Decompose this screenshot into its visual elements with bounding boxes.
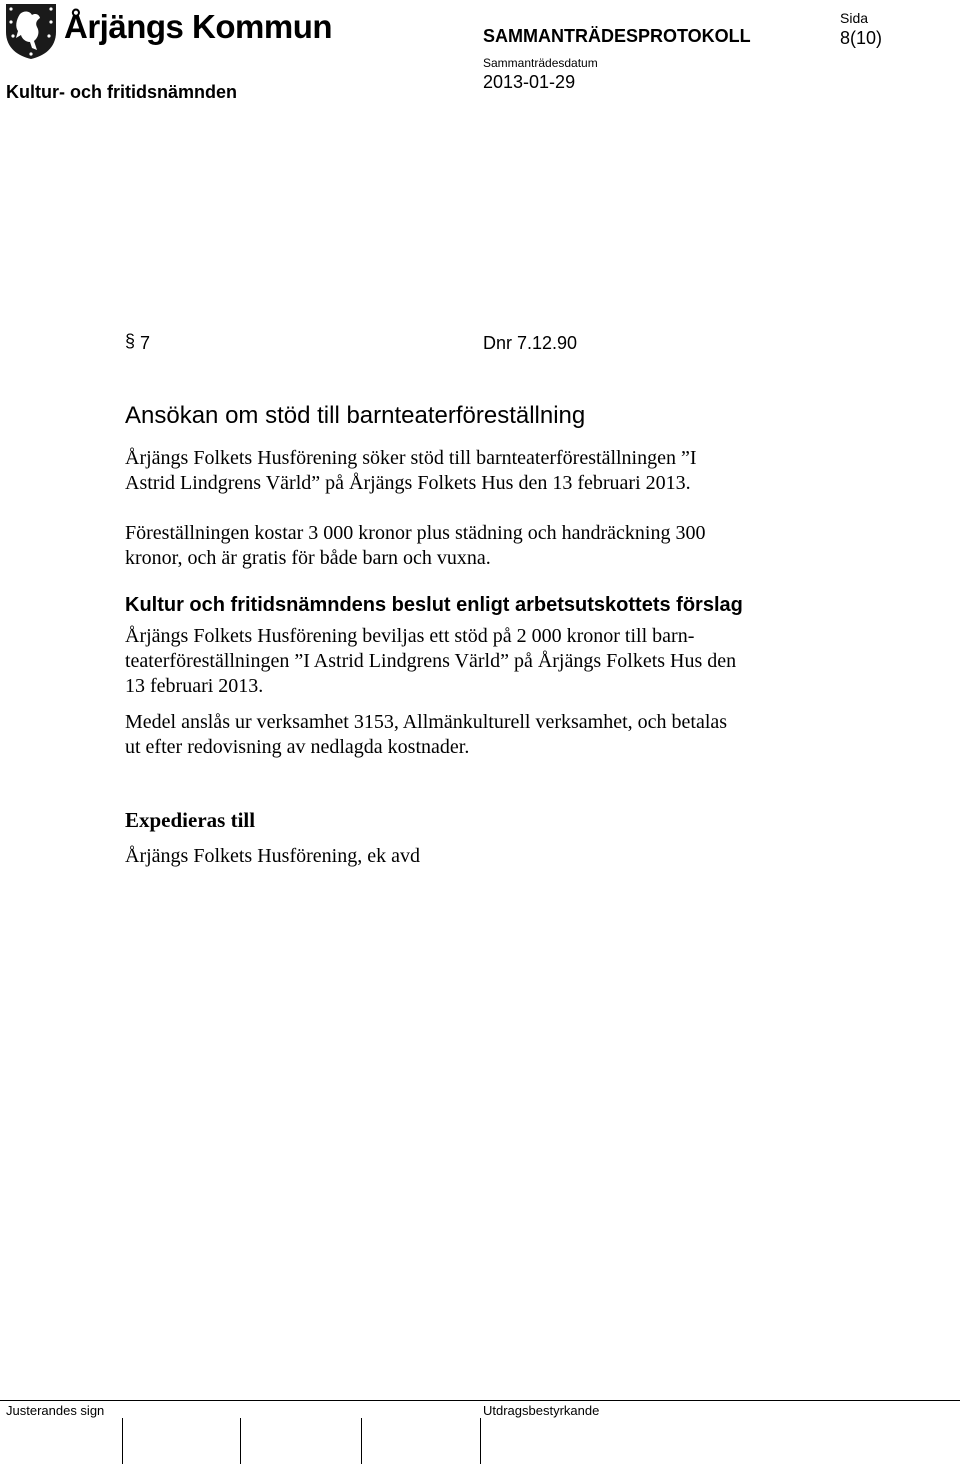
text-line: kronor, och är gratis för både barn och vuxna. <box>125 547 491 569</box>
meeting-date: 2013-01-29 <box>483 72 576 92</box>
municipality-logo-text: Årjängs Kommun <box>64 8 333 45</box>
footer-divider <box>0 1400 960 1401</box>
page-number: 8(10) <box>840 28 883 48</box>
text-line: teaterföreställningen ”I Astrid Lindgrens Värld” på Årjängs Folkets Hus den <box>125 650 737 672</box>
paragraph-sign: § <box>125 331 136 351</box>
signature-box-divider <box>361 1418 362 1464</box>
page-label: Sida <box>840 10 869 26</box>
text-line: 13 februari 2013. <box>125 675 264 697</box>
background-paragraph-2 <box>125 521 825 571</box>
text-line: Astrid Lindgrens Värld” på Årjängs Folkets Hus den 13 februari 2013. <box>125 472 691 494</box>
signature-box-divider <box>122 1418 123 1464</box>
decision-paragraph-1 <box>125 624 825 699</box>
expedieras-heading: Expedieras till <box>125 808 256 832</box>
signature-box-divider <box>480 1418 481 1464</box>
text-line: ut efter redovisning av nedlagda kostnader. <box>125 736 470 758</box>
signature-label: Justerandes sign <box>6 1403 105 1418</box>
committee-name: Kultur- och fritidsnämnden <box>6 82 237 102</box>
decision-heading: Kultur och fritidsnämndens beslut enligt arbetsutskottets förslag <box>125 594 743 616</box>
signature-box-divider <box>240 1418 241 1464</box>
decision-paragraph-2 <box>125 710 825 760</box>
background-paragraph-1 <box>125 446 825 496</box>
text-line: Årjängs Folkets Husförening söker stöd till barnteaterföreställningen ”I <box>125 447 697 469</box>
section-heading: Ansökan om stöd till barnteaterföreställning <box>125 402 586 429</box>
expedieras-recipient: Årjängs Folkets Husförening, ek avd <box>125 845 420 867</box>
text-line: Medel anslås ur verksamhet 3153, Allmänkulturell verksamhet, och betalas <box>125 711 728 733</box>
paragraph-number: 7 <box>140 333 151 353</box>
case-number: Dnr 7.12.90 <box>483 333 578 353</box>
meeting-date-label: Sammanträdesdatum <box>483 56 598 70</box>
text-line: Årjängs Folkets Husförening beviljas ett stöd på 2 000 kronor till barn- <box>125 625 695 647</box>
text-line: Föreställningen kostar 3 000 kronor plus städning och handräckning 300 <box>125 522 706 544</box>
municipality-coat-of-arms-icon <box>4 2 58 60</box>
certification-label: Utdragsbestyrkande <box>483 1403 600 1418</box>
document-type-title: SAMMANTRÄDESPROTOKOLL <box>483 26 751 46</box>
